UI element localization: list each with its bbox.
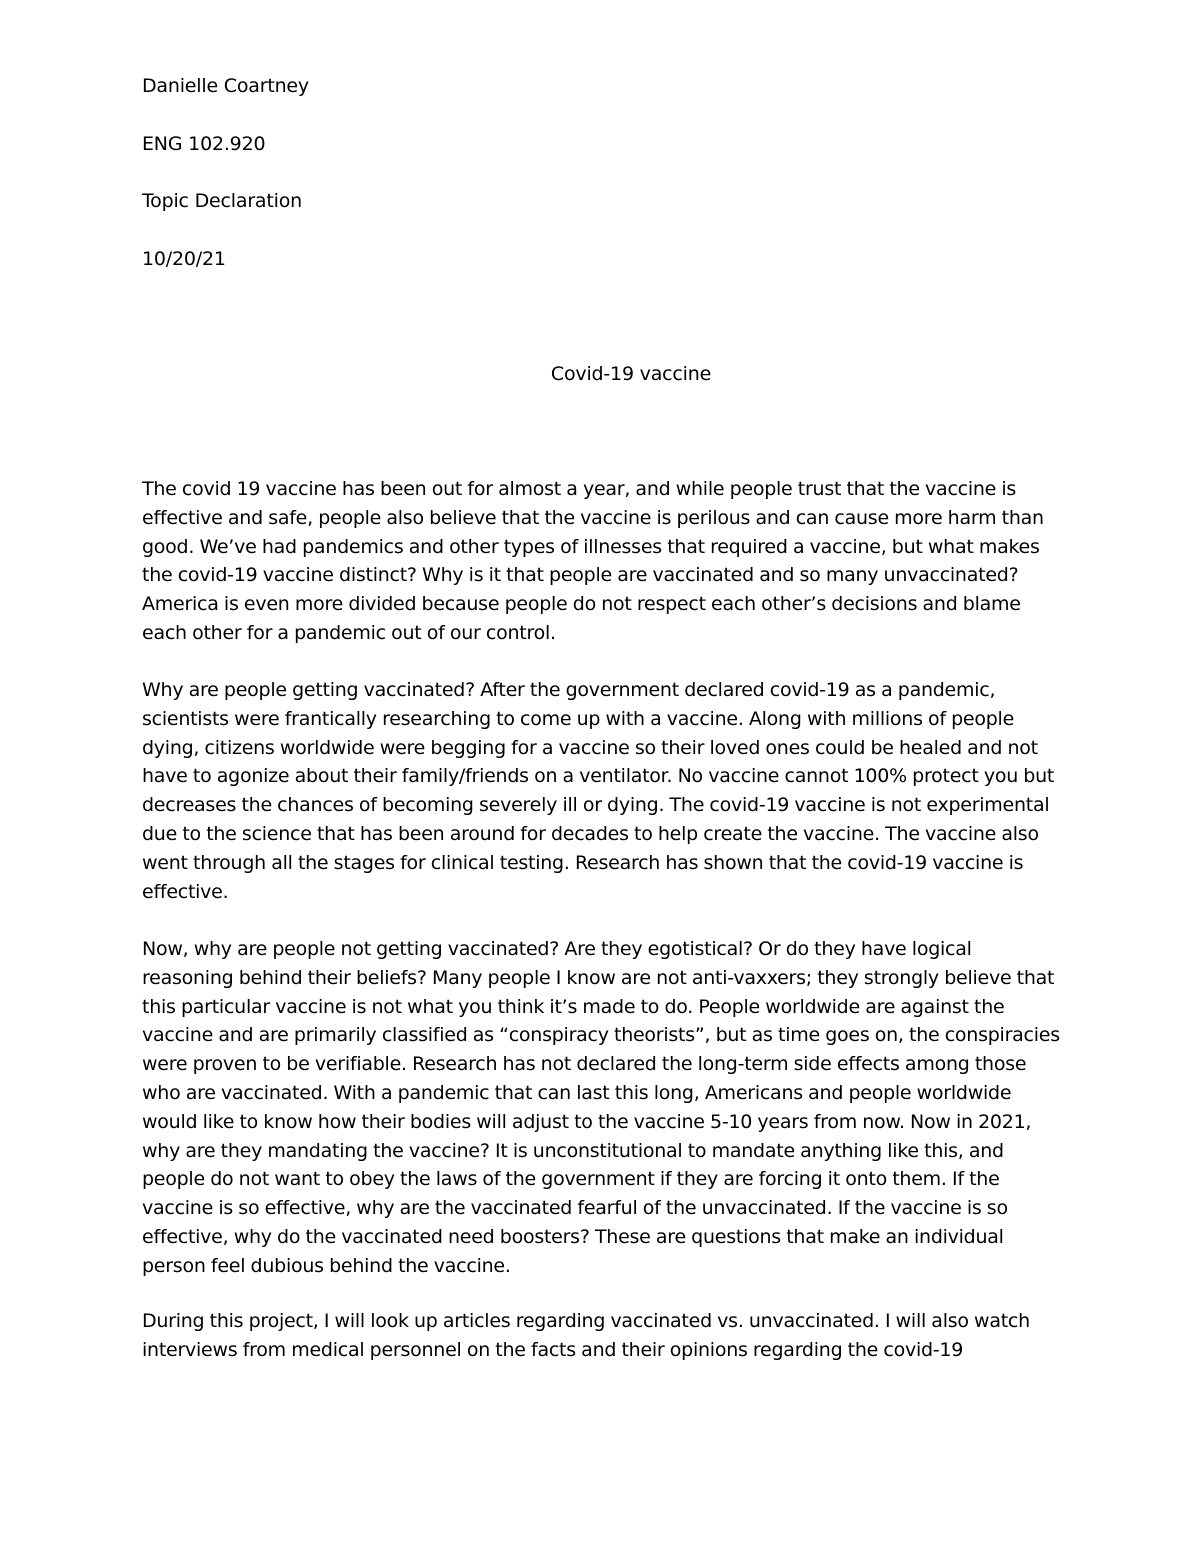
paragraph-unvaccinated: Now, why are people not getting vaccinated? Are they egotistical? Or do they have logical reasoning behind their beliefs? Many people I know are not anti-vaxxers; they strongly believe that this particular vaccine is not what you think it’s made to do. People worldwide are against the vaccine and are primarily classified as “conspiracy theorists”, but as time goes on, the conspiracies were proven to be verifiable. Research has not declared the long-term side effects among those who are vaccinated. With a pandemic that can last this long, Americans and people worldwide would like to know how their bodies will adjust to the vaccine 5-10 years from now. Now in 2021, why are they mandating the vaccine? It is unconstitutional to mandate anything like this, and people do not want to obey the laws of the government if they are forcing it onto them. If the vaccine is so effective, why are the vaccinated fearful of the unvaccinated. If the vaccine is so effective, why do the vaccinated need boosters? These are questions that make an individual person feel dubious behind the vaccine. (142, 938, 1060, 1277)
author-name: Danielle Coartney (142, 75, 309, 97)
essay-title: Covid-19 vaccine (550, 363, 712, 385)
paragraph-vaccinated: Why are people getting vaccinated? After the government declared covid-19 as a pandemic, scientists were frantically researching to come up with a vaccine. Along with millions of people dying, citizens worldwide were begging for a vaccine so their loved ones could be healed and not have to agonize about their family/friends on a ventilator. No vaccine cannot 100% protect you but decreases the chances of becoming severely ill or dying. The covid-19 vaccine is not experimental due to the science that has been around for decades to help create the vaccine. The vaccine also went through all the stages for clinical testing. Research has shown that the covid-19 vaccine is effective. (142, 679, 1055, 903)
document-date: 10/20/21 (142, 248, 226, 270)
course-code: ENG 102.920 (142, 133, 266, 155)
assignment-title: Topic Declaration (142, 190, 302, 212)
paragraph-project: During this project, I will look up articles regarding vaccinated vs. unvaccinated. I will also watch interviews from medical personnel on the facts and their opinions regarding the covid-19 (142, 1310, 1030, 1361)
paragraph-intro: The covid 19 vaccine has been out for almost a year, and while people trust that the vaccine is effective and safe, people also believe that the vaccine is perilous and can cause more harm than good. We’ve had pandemics and other types of illnesses that required a vaccine, but what makes the covid-19 vaccine distinct? Why is it that people are vaccinated and so many unvaccinated? America is even more divided because people do not respect each other’s decisions and blame each other for a pandemic out of our control. (142, 478, 1044, 644)
